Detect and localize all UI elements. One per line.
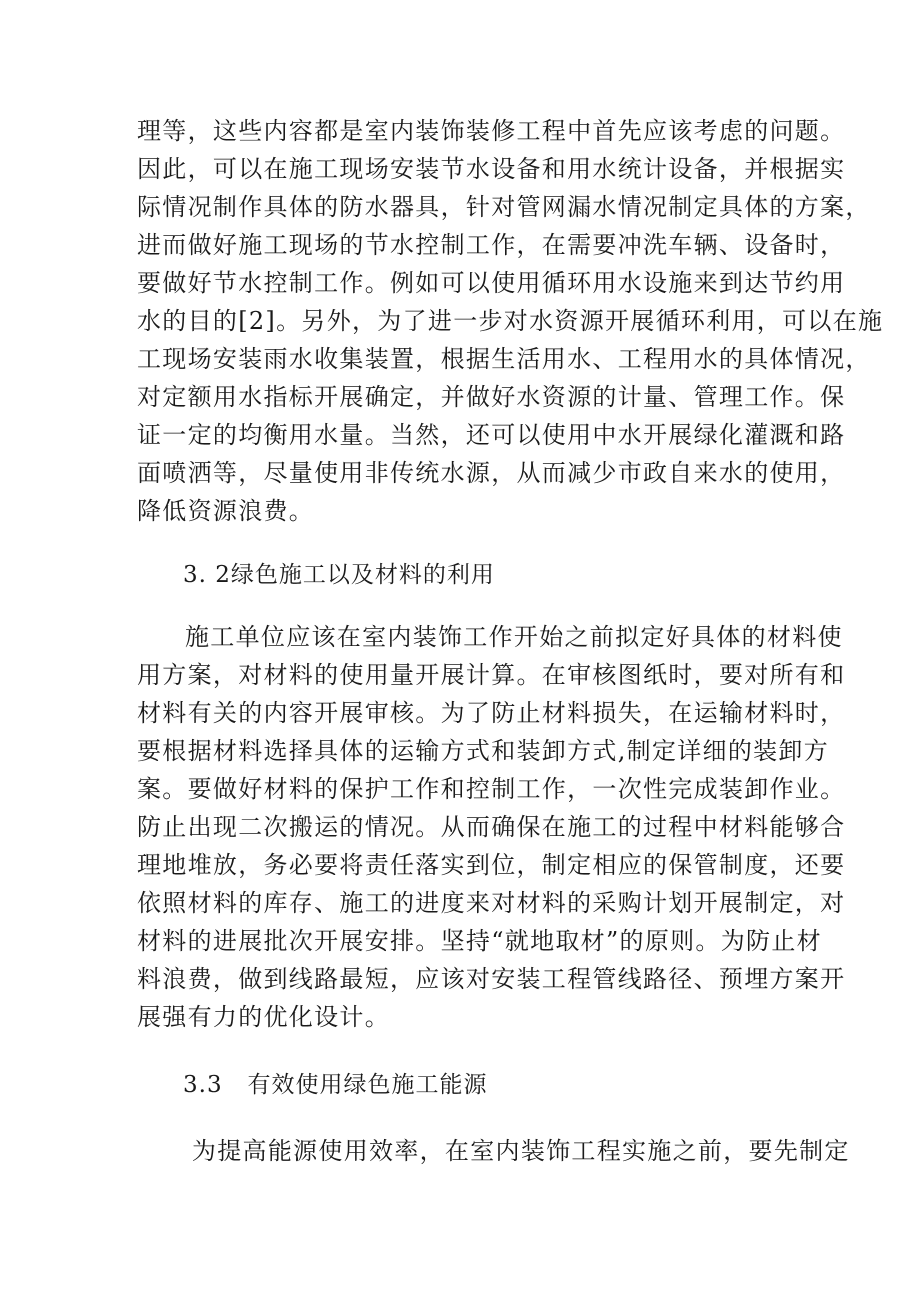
paragraph-line: 要根据材料选择具体的运输方式和装卸方式,制定详细的装卸方 (137, 737, 830, 765)
paragraph-line: 要做好节水控制工作。例如可以使用循环用水设施来到达节约用 (137, 269, 846, 297)
section-heading: 3.3 有效使用绿色施工能源 (183, 1072, 488, 1098)
paragraph-line: 因此，可以在施工现场安装节水设备和用水统计设备，并根据实 (137, 155, 846, 183)
paragraph-line: 对定额用水指标开展确定，并做好水资源的计量、管理工作。保 (137, 383, 846, 411)
paragraph-line: 依照材料的库存、施工的进度来对材料的采购计划开展制定，对 (137, 889, 846, 917)
paragraph-line: 材料的进展批次开展安排。坚持“就地取材”的原则。为防止材 (137, 927, 822, 955)
section-heading: 3. 2绿色施工以及材料的利用 (183, 562, 495, 588)
paragraph-line: 案。要做好材料的保护工作和控制工作，一次性完成装卸作业。 (137, 775, 846, 803)
paragraph-line: 施工单位应该在室内装饰工作开始之前拟定好具体的材料使 (185, 623, 843, 651)
paragraph-line: 降低资源浪费。 (137, 497, 315, 525)
paragraph-line: 展强有力的优化设计。 (137, 1003, 390, 1031)
paragraph-line: 理等，这些内容都是室内装饰装修工程中首先应该考虑的问题。 (137, 117, 846, 145)
paragraph-line: 证一定的均衡用水量。当然，还可以使用中水开展绿化灌溉和路 (137, 421, 846, 449)
paragraph-line: 进而做好施工现场的节水控制工作，在需要冲洗车辆、设备时， (137, 231, 846, 259)
paragraph-line: 用方案，对材料的使用量开展计算。在审核图纸时，要对所有和 (137, 661, 846, 689)
paragraph-line: 面喷洒等，尽量使用非传统水源，从而减少市政自来水的使用， (137, 459, 846, 487)
paragraph-line: 料浪费，做到线路最短，应该对安装工程管线路径、预埋方案开 (137, 965, 846, 993)
paragraph-line: 工现场安装雨水收集装置，根据生活用水、工程用水的具体情况， (137, 345, 871, 373)
paragraph-line: 为提高能源使用效率，在室内装饰工程实施之前，要先制定 (183, 1137, 850, 1165)
paragraph-line: 际情况制作具体的防水器具，针对管网漏水情况制定具体的方案， (137, 193, 871, 221)
paragraph-line: 防止出现二次搬运的情况。从而确保在施工的过程中材料能够合 (137, 813, 846, 841)
paragraph-line: 材料有关的内容开展审核。为了防止材料损失，在运输材料时， (137, 699, 846, 727)
paragraph-line: 理地堆放，务必要将责任落实到位，制定相应的保管制度，还要 (137, 851, 846, 879)
paragraph-line: 水的目的[2]。另外，为了进一步对水资源开展循环利用，可以在施 (137, 307, 884, 335)
